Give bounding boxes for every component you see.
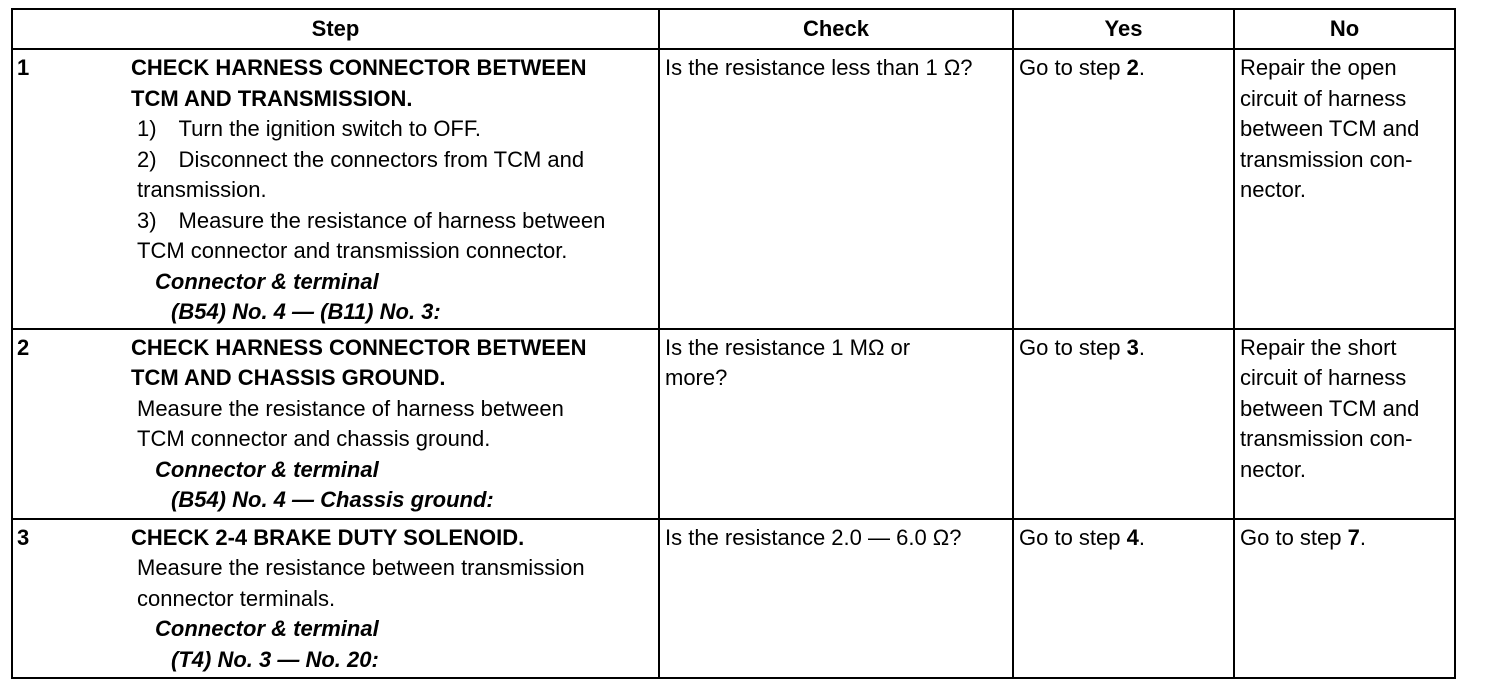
no-text: Go to step xyxy=(1240,524,1348,550)
connector-label: Connector & terminal xyxy=(155,456,379,482)
step-title: CHECK HARNESS CONNECTOR BETWEEN xyxy=(131,334,587,360)
step-cell xyxy=(12,329,659,519)
connector-label: Connector & terminal xyxy=(155,616,379,641)
step-instruction: transmission. xyxy=(137,177,267,202)
no-text: nector. xyxy=(1240,177,1307,202)
step-instruction: 1) Turn the ignition switch to OFF. xyxy=(137,116,481,141)
step-instruction: TCM connector and chassis ground. xyxy=(137,426,491,451)
no-text: transmission con- xyxy=(1240,146,1413,172)
step-title: TCM AND TRANSMISSION. xyxy=(131,85,413,111)
no-suffix: . xyxy=(1359,524,1366,550)
yes-text: Go to step xyxy=(1019,55,1127,80)
check-cell xyxy=(659,49,1013,329)
yes-text: Go to step xyxy=(1019,524,1127,550)
yes-cell xyxy=(1013,329,1234,519)
header-no: No xyxy=(1234,9,1455,49)
no-text: nector. xyxy=(1240,456,1307,482)
connector-label: Connector & terminal xyxy=(155,268,379,294)
no-text: circuit of harness xyxy=(1240,85,1407,111)
no-text: Repair the short xyxy=(1240,334,1397,360)
header-yes: Yes xyxy=(1013,9,1234,49)
check-cell xyxy=(659,329,1013,519)
header-row xyxy=(12,9,1455,49)
step-title: CHECK HARNESS CONNECTOR BETWEEN xyxy=(131,55,587,80)
step-instruction: 3) Measure the resistance of harness between xyxy=(137,207,606,233)
step-number: 1 xyxy=(17,55,30,80)
step-title: TCM AND CHASSIS GROUND. xyxy=(131,365,446,390)
step-number: 3 xyxy=(17,524,30,550)
table-row xyxy=(12,49,1455,329)
step-instruction: TCM connector and transmission connector. xyxy=(137,238,568,263)
check-cell xyxy=(659,519,1013,678)
connector-value: (B54) No. 4 — (B11) No. 3: xyxy=(171,299,441,324)
check-text: more? xyxy=(665,365,728,390)
check-text: Is the resistance less than 1 Ω? xyxy=(665,55,973,80)
yes-step-number: 3 xyxy=(1126,334,1139,360)
check-text: Is the resistance 1 MΩ or xyxy=(665,334,911,360)
step-instruction: connector terminals. xyxy=(137,585,336,611)
table-row xyxy=(12,519,1455,678)
step-number: 2 xyxy=(17,334,30,360)
no-text: Repair the open xyxy=(1240,55,1397,80)
no-text: circuit of harness xyxy=(1240,365,1407,390)
no-step-number: 7 xyxy=(1347,524,1360,550)
yes-suffix: . xyxy=(1138,55,1145,80)
step-instruction: Measure the resistance of harness between xyxy=(137,395,564,421)
yes-cell xyxy=(1013,519,1234,678)
no-cell xyxy=(1234,49,1455,329)
connector-value: (B54) No. 4 — Chassis ground: xyxy=(171,487,494,512)
header-step: Step xyxy=(12,9,659,49)
connector-value: (T4) No. 3 — No. 20: xyxy=(171,646,379,672)
no-text: transmission con- xyxy=(1240,426,1413,451)
diagnostic-table xyxy=(11,8,1456,679)
step-cell xyxy=(12,519,659,678)
yes-step-number: 2 xyxy=(1126,55,1139,80)
yes-suffix: . xyxy=(1138,524,1145,550)
table-row xyxy=(12,329,1455,519)
no-text: between TCM and xyxy=(1240,395,1420,421)
yes-cell xyxy=(1013,49,1234,329)
yes-step-number: 4 xyxy=(1126,524,1139,550)
no-text: between TCM and xyxy=(1240,116,1420,141)
no-cell xyxy=(1234,329,1455,519)
step-title: CHECK 2-4 BRAKE DUTY SOLENOID. xyxy=(131,524,525,550)
step-cell xyxy=(12,49,659,329)
check-text: Is the resistance 2.0 — 6.0 Ω? xyxy=(665,524,962,550)
yes-text: Go to step xyxy=(1019,334,1127,360)
step-instruction: 2) Disconnect the connectors from TCM and xyxy=(137,146,585,172)
yes-suffix: . xyxy=(1138,334,1145,360)
step-instruction: Measure the resistance between transmission xyxy=(137,555,585,580)
header-check: Check xyxy=(659,9,1013,49)
no-cell xyxy=(1234,519,1455,678)
